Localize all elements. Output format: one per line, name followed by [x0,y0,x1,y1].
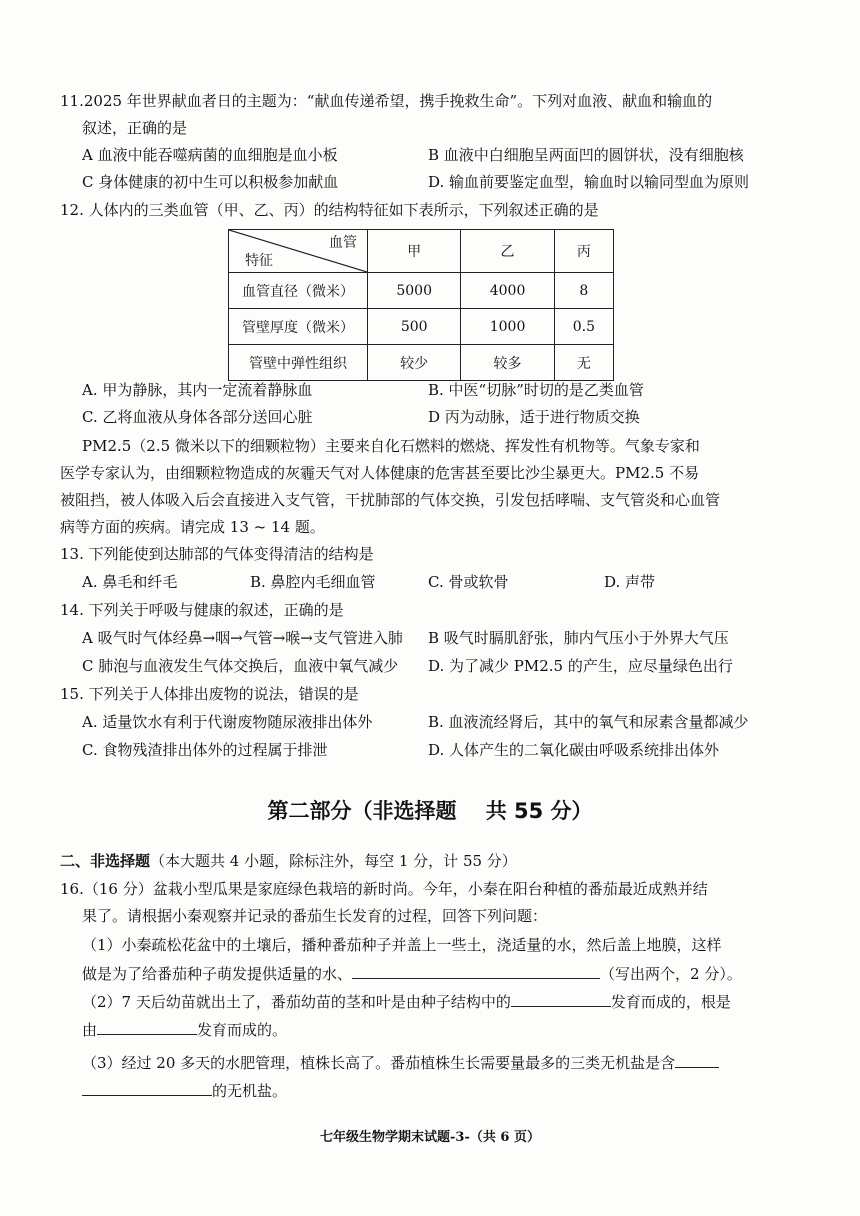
q13-option-a: A. 鼻毛和纤毛 [82,573,178,591]
q16-part3-line1 [82,1052,719,1073]
q11-option-a: A 血液中能吞噬病菌的血细胞是血小板 [82,146,338,164]
q16-part1-line2 [82,963,742,984]
table-cell: 4000 [461,273,554,309]
q16-part3-text-a: （3）经过 20 多天的水肥管理，植株长高了。番茄植株生长需要量最多的三类无机盐是含 [82,1054,676,1072]
table-cell: 较少 [368,345,461,381]
q16-part2-line1 [82,991,731,1012]
answer-blank-2[interactable] [511,991,611,1007]
q16-stem-cont: 果了。请根据小秦观察并记录的番茄生长发育的过程，回答下列问题： [82,907,548,925]
q16-stem: 16.（16 分）盆栽小型瓜果是家庭绿色栽培的新时尚。今年，小秦在阳台种植的番茄最近成熟并结 [60,880,708,898]
q12-option-a: A. 甲为静脉，其内一定流着静脉血 [82,381,313,399]
table-row [229,345,614,381]
q15-stem: 15. 下列关于人体排出废物的说法，错误的是 [60,685,359,703]
table-cell: 无 [554,345,613,381]
q16-part2-text-d: 发育而成的。 [197,1021,288,1039]
q11-option-b: B 血液中白细胞呈两面凹的圆饼状，没有细胞核 [428,146,744,164]
table-row [229,309,614,345]
table-cell: 较多 [461,345,554,381]
section-title [60,851,517,871]
q11-option-c: C 身体健康的初中生可以积极参加献血 [82,173,339,191]
passage-line-4: 病等方面的疾病。请完成 13 ~ 14 题。 [60,518,325,536]
q12-option-d: D 丙为动脉，适于进行物质交换 [428,408,640,426]
table-header-row [229,230,614,273]
q11-stem: 11.2025 年世界献血者日的主题为：“献血传递希望，携手挽救生命”。下列对血液、献血和输血的 [60,92,713,110]
answer-blank-1[interactable] [352,963,600,979]
q16-part1-text-b: （写出两个，2 分）。 [600,965,742,983]
table-cell: 0.5 [554,309,613,345]
table-cell: 8 [554,273,613,309]
q14-stem: 14. 下列关于呼吸与健康的叙述，正确的是 [60,601,344,619]
q14-option-d: D. 为了减少 PM2.5 的产生，应尽量绿色出行 [428,657,733,675]
q16-part2-text-c: 由 [82,1021,98,1039]
passage-line-3: 被阻挡，被人体吸入后会直接进入支气管，干扰肺部的气体交换，引发包括哮喘、支气管炎和心血管 [60,491,721,509]
q13-option-d: D. 声带 [604,573,656,591]
q16-part2-text-b: 发育而成的，根是 [610,993,731,1011]
q13-option-c: C. 骨或软骨 [428,573,509,591]
q14-option-b: B 吸气时膈肌舒张，肺内气压小于外界大气压 [428,629,729,647]
q16-part2-line2 [82,1019,287,1040]
q11-option-d: D. 输血前要鉴定血型，输血时以输同型血为原则 [428,173,750,191]
q16-part1-line1: （1）小秦疏松花盆中的土壤后，播种番茄种子并盖上一些土，浇适量的水，然后盖上地膜，这样 [82,936,722,954]
table-row [229,273,614,309]
part2-heading: 第二部分（非选择题 共 55 分） [267,799,593,823]
q16-part2-text-a: （2）7 天后幼苗就出土了，番茄幼苗的茎和叶是由种子结构中的 [82,993,511,1011]
row-label: 血管直径（微米） [229,273,368,309]
q13-option-b: B. 鼻腔内毛细血管 [250,573,376,591]
passage-line-2: 医学专家认为，由细颗粒物造成的灰霾天气对人体健康的危害甚至要比沙尘暴更大。PM2.5 不易 [60,464,700,482]
answer-blank-4[interactable] [675,1052,719,1068]
passage-line-1: PM2.5（2.5 微米以下的细颗粒物）主要来自化石燃料的燃烧、挥发性有机物等。气象专家和 [82,437,700,455]
row-label: 管壁中弹性组织 [229,345,368,381]
page-footer: 七年级生物学期末试题-3-（共 6 页） [320,1130,540,1145]
column-header: 丙 [554,230,613,273]
q16-part3-text-b: 的无机盐。 [212,1082,288,1100]
q12-option-b: B. 中医“切脉”时切的是乙类血管 [428,381,644,399]
q15-option-c: C. 食物残渣排出体外的过程属于排泄 [82,741,328,759]
q11-stem-cont: 叙述，正确的是 [82,119,188,137]
q14-option-a: A 吸气时气体经鼻→咽→气管→喉→支气管进入肺 [82,629,403,647]
corner-label-feature: 特征 [245,253,273,269]
table-cell: 1000 [461,309,554,345]
row-label: 管壁厚度（微米） [229,309,368,345]
answer-blank-3[interactable] [97,1019,197,1035]
q16-part3-line2 [82,1080,287,1101]
column-header: 乙 [461,230,554,273]
q15-option-d: D. 人体产生的二氧化碳由呼吸系统排出体外 [428,741,720,759]
column-header: 甲 [368,230,461,273]
corner-label-vessel: 血管 [329,235,357,251]
table-cell: 500 [368,309,461,345]
vessel-table [228,229,614,381]
q12-stem: 12. 人体内的三类血管（甲、乙、丙）的结构特征如下表所示，下列叙述正确的是 [60,201,599,219]
q12-option-c: C. 乙将血液从身体各部分送回心脏 [82,408,313,426]
table-cell: 5000 [368,273,461,309]
q15-option-a: A. 适量饮水有利于代谢废物随尿液排出体外 [82,713,373,731]
section-title-rest: （本大题共 4 小题，除标注外，每空 1 分，计 55 分） [150,852,517,870]
q15-option-b: B. 血液流经肾后，其中的氧气和尿素含量都减少 [428,713,749,731]
table-corner-cell [229,230,368,273]
q16-part1-text-a: 做是为了给番茄种子萌发提供适量的水、 [82,965,353,983]
section-title-bold: 二、非选择题 [60,852,151,870]
q14-option-c: C 肺泡与血液发生气体交换后，血液中氧气减少 [82,657,399,675]
answer-blank-5[interactable] [82,1080,212,1096]
q13-stem: 13. 下列能使到达肺部的气体变得清洁的结构是 [60,545,374,563]
